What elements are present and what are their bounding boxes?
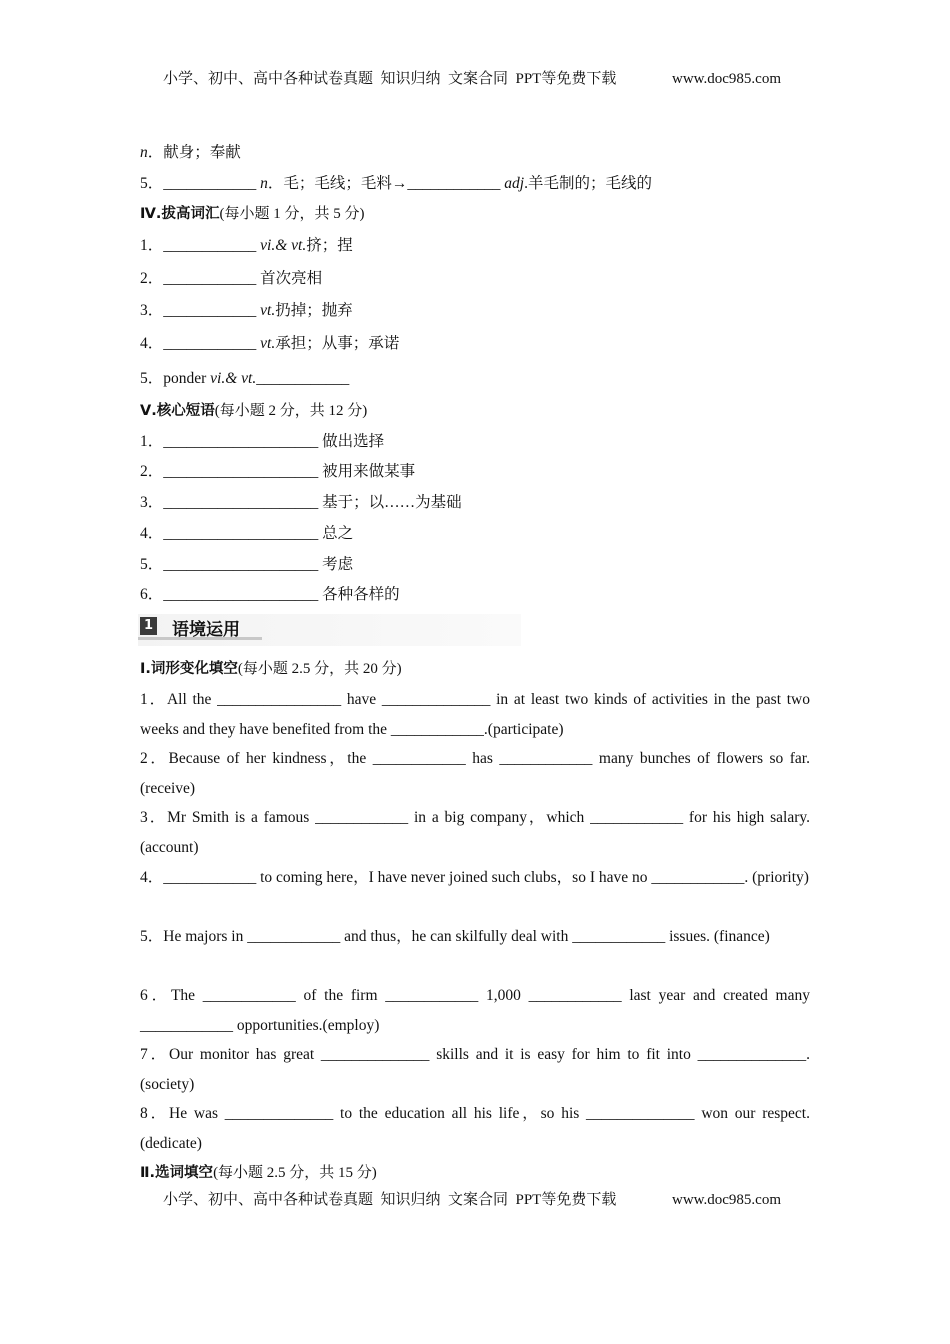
section-title: 语境运用 — [172, 620, 240, 640]
question-2: 2．Because of her kindness，the ____________ has ____________ many bunches of flowers so far.(receive) — [140, 750, 810, 797]
footer-text: 小学、初中、高中各种试卷真题 知识归纳 文案合同 PPT等免费下载 — [163, 1192, 617, 1208]
header-text: 小学、初中、高中各种试卷真题 知识归纳 文案合同 PPT等免费下载 — [163, 71, 617, 87]
section5-item: 1．____________________ 做出选择 — [140, 433, 385, 450]
section4-item: 2．____________ 首次亮相 — [140, 270, 323, 287]
part2-heading: Ⅱ.选词填空(每小题 2.5 分，共 15 分) — [140, 1165, 377, 1181]
section4-heading: Ⅳ.拔高词汇(每小题 1 分，共 5 分) — [140, 206, 365, 222]
question-8: 8．He was ______________ to the education all his life，so his ______________ won our respect.(dedicate) — [140, 1105, 810, 1152]
section4-item: 3．____________ vt.扔掉；抛弃 — [140, 302, 353, 319]
question-7: 7．Our monitor has great ______________ skills and it is easy for him to fit into ______________.(society) — [140, 1046, 810, 1093]
section5-item: 2．____________________ 被用来做某事 — [140, 463, 416, 480]
section4-item: 4．____________ vt.承担；从事；承诺 — [140, 335, 400, 352]
page-footer — [163, 1190, 803, 1210]
section4-item: 5．ponder vi.& vt.____________ — [140, 370, 350, 387]
section5-item: 4．____________________ 总之 — [140, 525, 354, 542]
section5-item: 6．____________________ 各种各样的 — [140, 586, 400, 603]
section5-item: 5．____________________ 考虑 — [140, 556, 354, 573]
header-url[interactable]: www.doc985.com — [672, 71, 782, 87]
question-4: 4．____________ to coming here，I have never joined such clubs，so I have no ____________. (priority) — [140, 869, 809, 886]
page-header — [163, 69, 803, 89]
part1-heading: Ⅰ.词形变化填空(每小题 2.5 分，共 20 分) — [140, 661, 402, 677]
prev-item-5: 5．____________ n．毛；毛线；毛料→____________ adj.羊毛制的；毛线的 — [140, 175, 652, 192]
section4-item: 1．____________ vi.& vt.挤；捏 — [140, 237, 353, 254]
question-1: 1．All the ________________ have ______________ in at least two kinds of activities in the past two weeks and they have benefited from the ____________.(participate) — [140, 691, 810, 738]
footer-url[interactable]: www.doc985.com — [672, 1192, 782, 1208]
section-badge: 1 — [140, 617, 157, 635]
question-3: 3．Mr Smith is a famous ____________ in a big company，which ____________ for his high salary.(account) — [140, 809, 810, 856]
section5-item: 3．____________________ 基于；以……为基础 — [140, 494, 462, 511]
question-5: 5．He majors in ____________ and thus，he can skilfully deal with ____________ issues. (finance) — [140, 928, 770, 945]
section5-heading: Ⅴ.核心短语(每小题 2 分，共 12 分) — [140, 403, 368, 419]
question-6: 6．The ____________ of the firm ____________ 1,000 ____________ last year and created many ____________ opportunities.(employ) — [140, 987, 810, 1034]
prev-line-meaning: n．献身；奉献 — [140, 144, 241, 161]
